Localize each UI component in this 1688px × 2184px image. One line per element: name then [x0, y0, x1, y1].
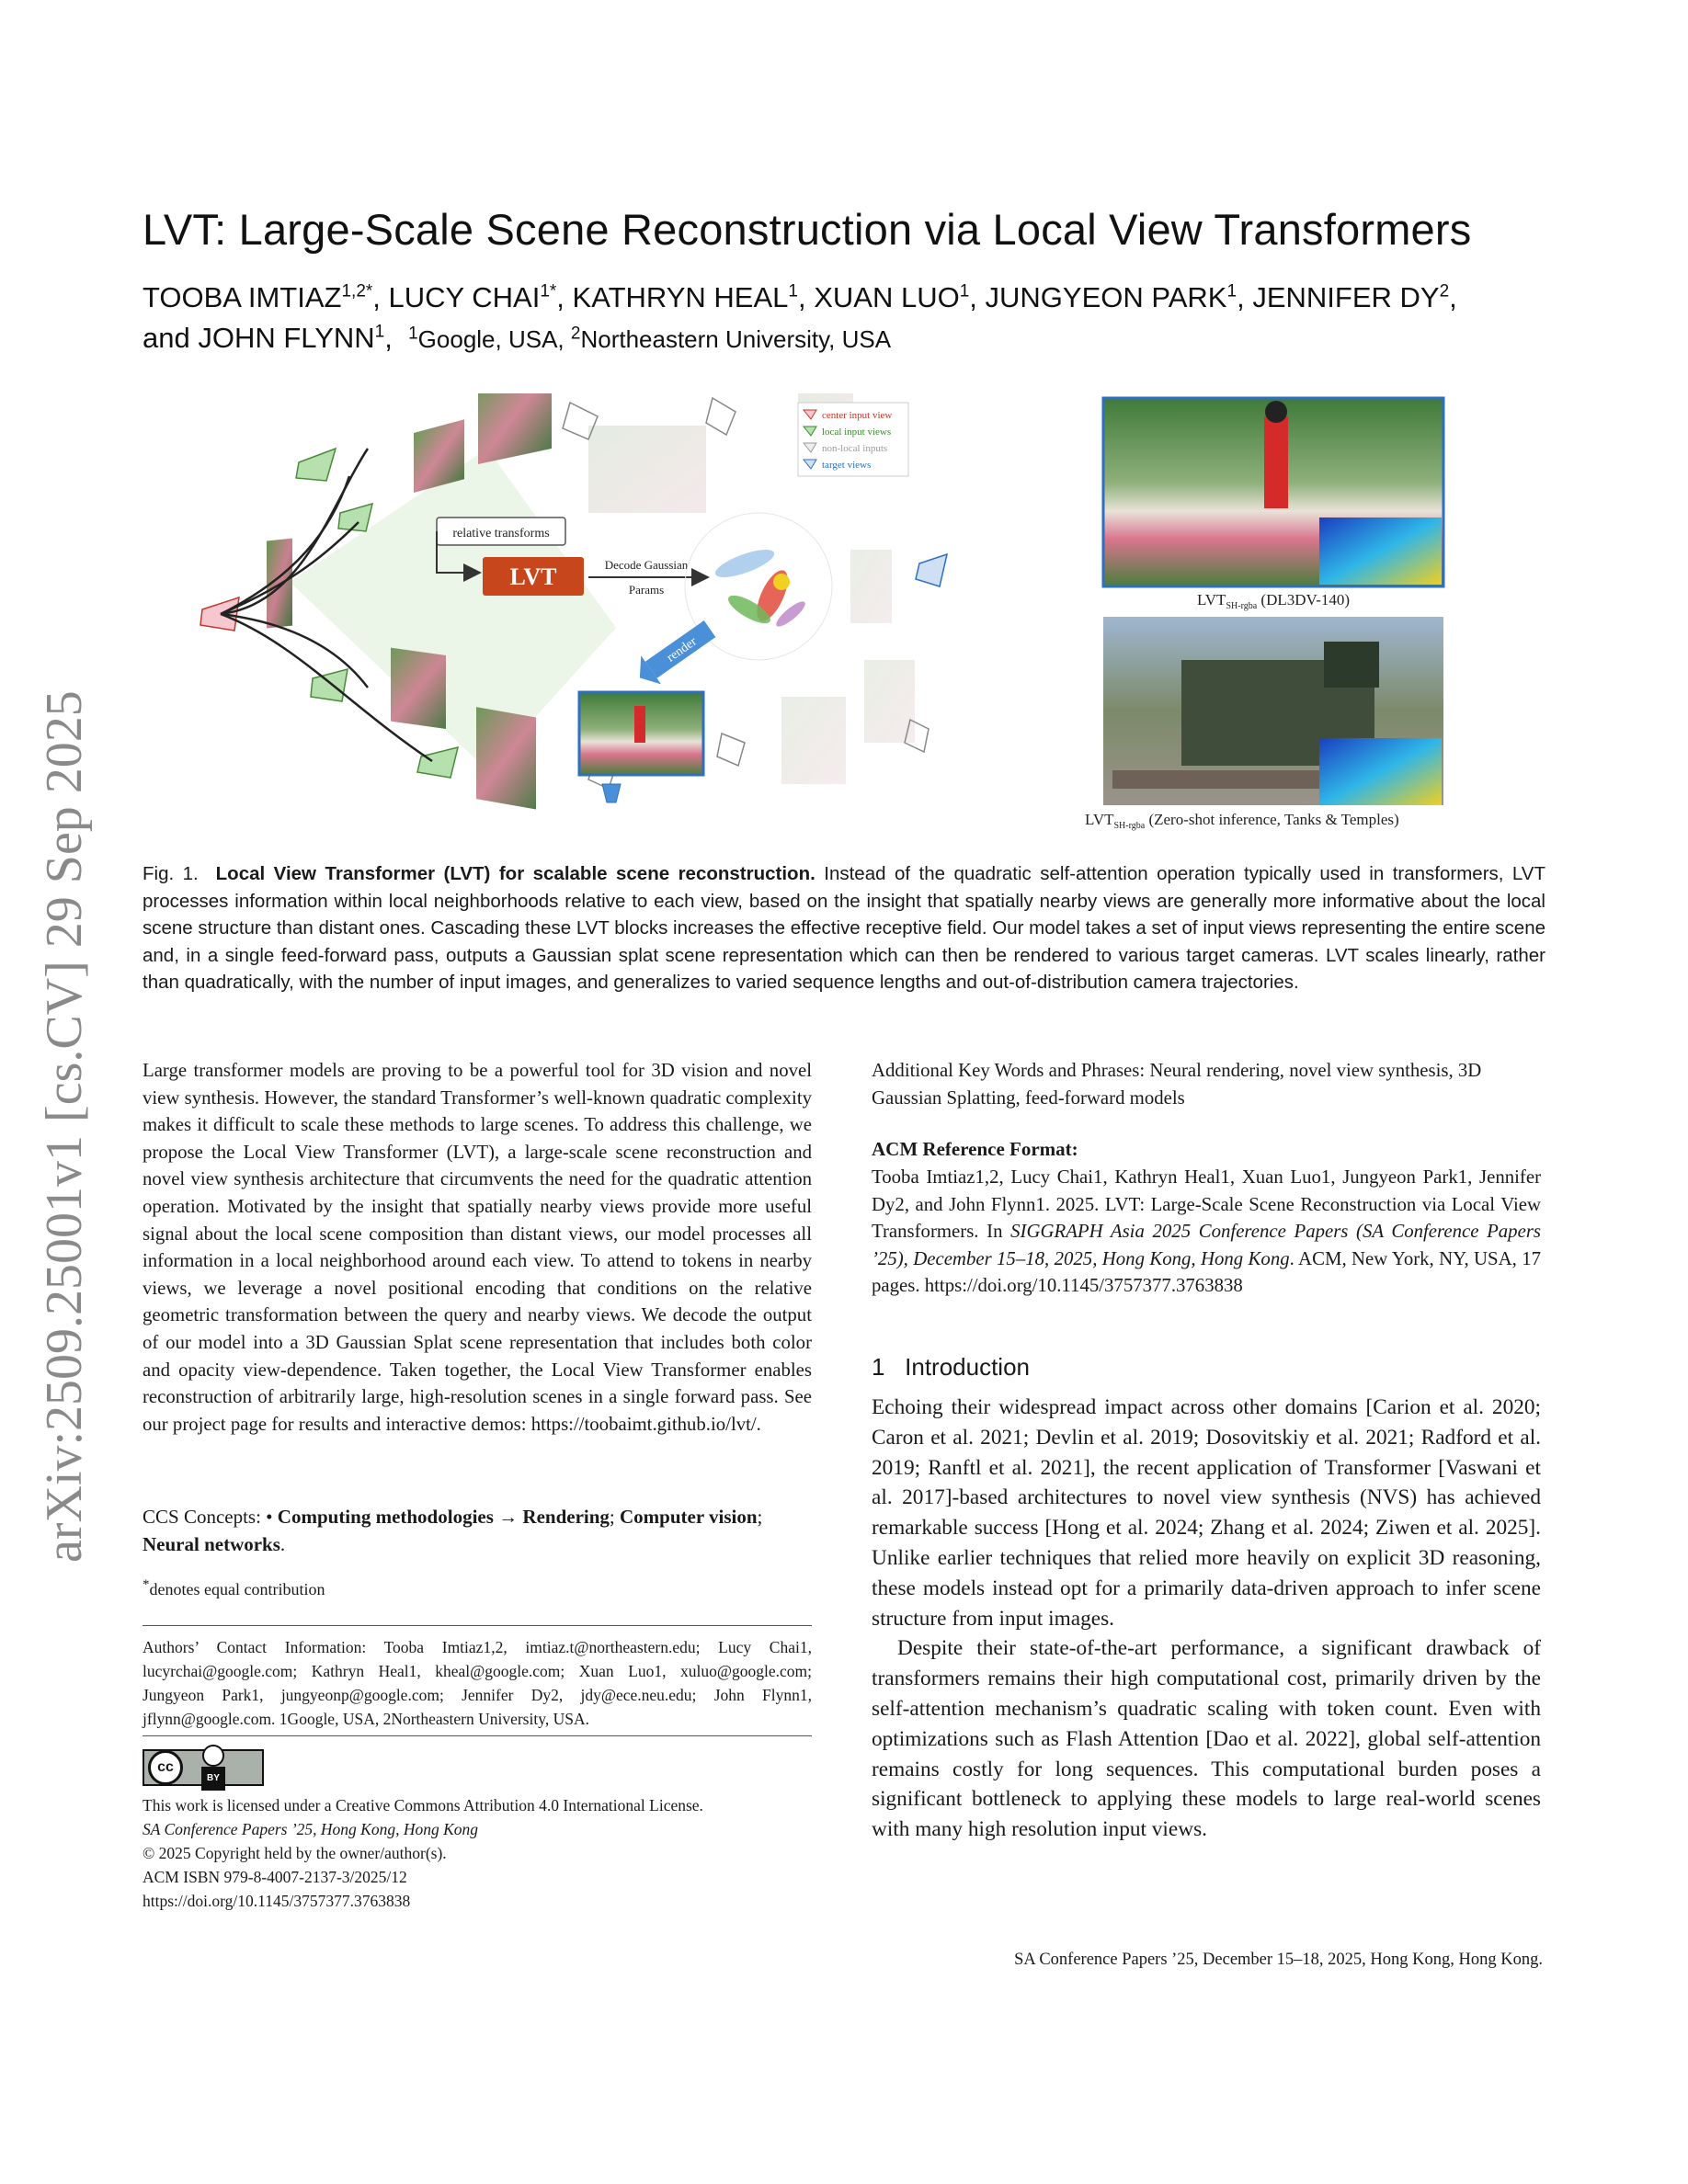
author-affil-sup: 1,2*	[341, 281, 373, 301]
panel-bottom-caption-post: (Zero-shot inference, Tanks & Temples)	[1145, 811, 1399, 828]
author-name: TOOBA IMTIAZ	[143, 281, 342, 313]
author-sep: ,	[1449, 281, 1457, 313]
relative-transforms-label: relative transforms	[452, 527, 550, 540]
keywords: Additional Key Words and Phrases: Neural rendering, novel view synthesis, 3D Gaussian Splatting, feed-forward models	[872, 1060, 1482, 1109]
footnote-star: *	[143, 1577, 150, 1592]
affiliations	[408, 325, 891, 353]
section-heading-introduction	[872, 1353, 1541, 1382]
ccs-sep: ;	[609, 1506, 620, 1528]
caption-text: Instead of the quadratic self-attention operation typically used in transformers, LVT processes information within local neighborhoods relative to each view, based on the insight that spatially nearby views are generally more informative about the local scene structure than distant ones. Cascading these LVT blocks increases the effective receptive field. Our model takes a set of input views representing the entire scene and, in a single feed-forward pass, outputs a Gaussian splat scene representation which can then be rendered to various target cameras. LVT scales linearly, rather than quadratically, with the number of input images, and generalizes to varied sequence lengths and out-of-distribution camera trajectories.	[143, 863, 1546, 993]
author-sep: ,	[969, 281, 986, 313]
author-affil-sup: 2	[1439, 281, 1450, 301]
legend-center: center input view	[822, 410, 893, 421]
panel-bottom-caption	[1085, 811, 1399, 831]
intro-paragraph-2: Despite their state-of-the-art performance, a significant drawback of transformers remains their high computational cost, primarily driven by the self-attention mechanism’s quadratic scaling with token count. Even with optimizations such as Flash Attention [Dao et al. 2022], global self-attention remains costly for long sequences. This computational burden poses a significant bottleneck to applying these models to large real-world scenes with many high resolution input views.	[872, 1636, 1541, 1842]
arxiv-stamp-text: arXiv:2509.25001v1 [cs.CV] 29 Sep 2025	[36, 690, 93, 1563]
by-icon	[201, 1745, 225, 1791]
panel-top-caption	[1197, 591, 1350, 611]
ccs-c1: Computing methodologies	[277, 1506, 494, 1528]
paper-title: LVT: Large-Scale Scene Reconstruction via Local View Transformers	[143, 205, 1472, 254]
license-line-3: © 2025 Copyright held by the owner/author(s).	[143, 1844, 447, 1862]
author-line-1	[143, 281, 1457, 314]
ccs-c2: Rendering	[522, 1506, 610, 1528]
author-sep: ,	[1237, 281, 1253, 313]
section-title: Introduction	[905, 1353, 1031, 1381]
ccs-c3: Computer vision	[620, 1506, 758, 1528]
author-sep: ,	[797, 281, 815, 313]
cc-by-badge	[143, 1749, 264, 1786]
caption-label: Fig. 1.	[143, 863, 199, 884]
legend-local: local input views	[822, 427, 892, 438]
license-block	[143, 1735, 812, 1913]
panel-top-caption-sub: SH-rgba	[1226, 601, 1258, 611]
running-footer: SA Conference Papers ’25, December 15–18, 2025, Hong Kong, Hong Kong.	[1014, 1951, 1543, 1969]
caption-bold: Local View Transformer (LVT) for scalable scene reconstruction.	[215, 863, 815, 884]
ccs-concepts	[143, 1504, 812, 1558]
ccs-c4: Neural networks	[143, 1532, 280, 1555]
ccs-end: .	[279, 1532, 286, 1555]
arxiv-stamp	[26, 607, 97, 1572]
footnote-equal-contribution	[143, 1577, 812, 1599]
affil-sup: 2	[570, 324, 581, 344]
section-number: 1	[872, 1353, 885, 1381]
author-affil-sup: 1*	[540, 281, 557, 301]
decode-label-1: Decode Gaussian	[604, 558, 689, 572]
author-name: XUAN LUO	[814, 281, 960, 313]
author-name: JUNGYEON PARK	[985, 281, 1227, 313]
intro-paragraph-1: Echoing their widespread impact across other domains [Carion et al. 2020; Caron et al. 2021; Devlin et al. 2019; Dosovitskiy et al. 2021; Radford et al. 2019; Ranftl et al. 2021], the recent application of Transformer [Vaswani et al. 2017]-based architectures to novel view synthesis (NVS) has achieved remarkable success [Hong et al. 2024; Zhang et al. 2024; Ziwen et al. 2025]. Unlike earlier techniques that relied more heavily on explicit 3D reasoning, these models instead opt for a primarily data-driven approach to infer scene structure from input images.	[872, 1395, 1541, 1631]
ccs-prefix: CCS Concepts: •	[143, 1506, 278, 1528]
teaser-figure	[184, 393, 1462, 833]
cc-icon: cc	[148, 1750, 183, 1785]
license-line-2: SA Conference Papers ’25, Hong Kong, Hong Kong	[143, 1820, 479, 1838]
author-sep: ,	[556, 281, 573, 313]
teaser-diagram	[184, 393, 1462, 833]
footnote-text: denotes equal contribution	[149, 1580, 325, 1598]
abstract: Large transformer models are proving to be a powerful tool for 3D vision and novel view synthesis. However, the standard Transformer’s well-known quadratic complexity makes it difficult to scale these methods to large scenes. To address this challenge, we propose the Local View Transformer (LVT), a large-scale scene reconstruction and novel view synthesis architecture that circumvents the need for the quadratic attention operation. Motivated by the insight that spatially nearby views provide more useful signal about the local scene composition than distant views, our model processes all information in a local neighborhood around each view. To attend to tokens in nearby views, we leverage a novel positional encoding that conditions on the relative geometric transformation between the query and nearby views. We decode the output of our model into a 3D Gaussian Splat scene representation that includes both color and opacity view-dependence. Taken together, the Local View Transformer enables reconstruction of arbitrarily large, high-resolution scenes in a single forward pass. See our project page for results and interactive demos: https://toobaimt.github.io/lvt/.	[143, 1060, 812, 1435]
author-sep: ,	[372, 281, 389, 313]
decode-label-2: Params	[628, 583, 665, 597]
figure-caption	[143, 860, 1545, 996]
license-doi-link[interactable]: https://doi.org/10.1145/3757377.3763838	[143, 1892, 411, 1910]
affil-sup: 1	[408, 324, 418, 344]
acm-ref-venue: SIGGRAPH Asia 2025 Conference Papers (SA Conference Papers ’25), December 15–18, 2025, Hong Kong, Hong Kong	[872, 1221, 1542, 1269]
panel-top-caption-post: (DL3DV-140)	[1257, 591, 1351, 609]
lvt-block-label: LVT	[509, 563, 557, 590]
legend-nonlocal: non-local inputs	[822, 443, 888, 454]
affil-google: Google, USA,	[417, 325, 571, 353]
render-label: render	[664, 634, 700, 665]
author-affil-sup: 1	[1226, 281, 1237, 301]
panel-bottom-caption-pre: LVT	[1085, 811, 1114, 828]
author-name: JENNIFER DY	[1252, 281, 1440, 313]
author-name: KATHRYN HEAL	[572, 281, 789, 313]
by-label: BY	[201, 1767, 225, 1791]
affil-neu: Northeastern University, USA	[580, 325, 892, 353]
author-affil-sup: 1	[374, 322, 385, 342]
ccs-sep: ;	[757, 1506, 763, 1528]
author-contact-info: Authors’ Contact Information: Tooba Imtiaz1,2, imtiaz.t@northeastern.edu; Lucy Chai1, lucyrchai@google.com; Kathryn Heal1, kheal@google.com; Xuan Luo1, xuluo@google.com; Jungyeon Park1, jungyeonp@google.com; Jennifer Dy2, jdy@ece.neu.edu; John Flynn1, jflynn@google.com. 1Google, USA, 2Northeastern University, USA.	[143, 1625, 812, 1731]
acm-reference-heading: ACM Reference Format:	[872, 1138, 1078, 1160]
panel-bottom-caption-sub: SH-rgba	[1113, 821, 1146, 831]
legend-target: target views	[822, 460, 872, 471]
acm-reference-body	[872, 1164, 1541, 1300]
introduction-body	[872, 1393, 1541, 1845]
author-line-2: and JOHN FLYNN$^1$, $^1$Google, USA, $^2$Northeastern University, USA	[143, 322, 892, 354]
license-line-1: This work is licensed under a Creative Commons Attribution 4.0 International License.	[143, 1796, 703, 1814]
author-affil-sup: 1	[959, 281, 970, 301]
author-name: and JOHN FLYNN	[143, 322, 375, 354]
ccs-arrow: →	[493, 1506, 523, 1528]
acm-ref-pre: Tooba Imtiaz1,2, Lucy Chai1, Kathryn Heal1, Xuan Luo1, Jungyeon Park1, Jennifer Dy2, and John Flynn1. 2025. LVT: Large-Scale Scene Reconstruction via Local View Transformers. In	[872, 1166, 1541, 1243]
panel-top-caption-pre: LVT	[1196, 591, 1226, 609]
acm-ref-post: . ACM, New York, NY, USA, 17 pages. https://doi.org/10.1145/3757377.3763838	[872, 1247, 1541, 1297]
author-name: LUCY CHAI	[388, 281, 541, 313]
author-affil-sup: 1	[788, 281, 798, 301]
license-line-4: ACM ISBN 979-8-4007-2137-3/2025/12	[143, 1868, 407, 1886]
